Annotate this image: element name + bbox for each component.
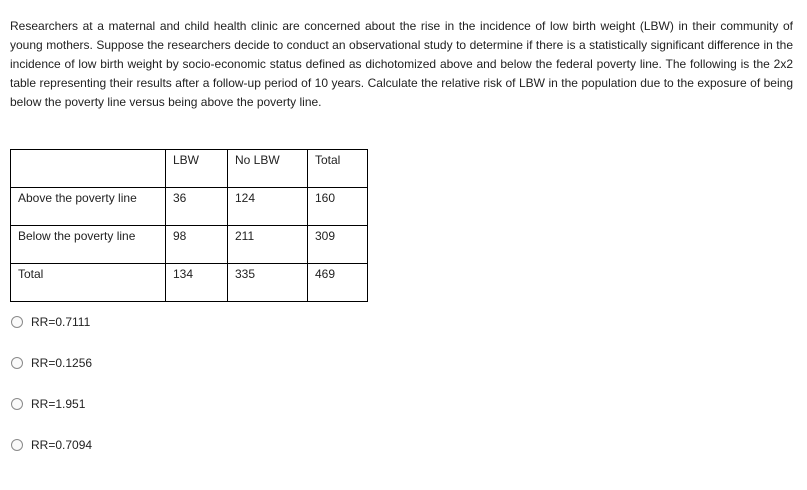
header-cell-empty	[11, 150, 166, 188]
question-text: Researchers at a maternal and child health clinic are concerned about the rise in the incidence of low birth weight (LBW) in their community of young mothers. Suppose the researchers decide to conduct an observational study to determine if there is a statistically significant difference in the incidence of low birth weight by socio-economic status defined as dichotomized above and below the federal poverty line. The following is the 2x2 table representing their results after a follow-up period of 10 years. Calculate the relative risk of LBW in the population due to the exposure of being below the poverty line versus being above the poverty line.	[10, 19, 793, 109]
table-row	[11, 264, 368, 302]
row-label: Above the poverty line	[11, 188, 166, 226]
table-cell: 124	[228, 188, 308, 226]
option-label: RR=0.7094	[31, 438, 93, 452]
answer-option-1[interactable]	[11, 314, 90, 330]
option-label: RR=0.7111	[31, 315, 91, 329]
option-label: RR=0.1256	[31, 356, 93, 370]
table-cell: 335	[228, 264, 308, 302]
header-cell-lbw: LBW	[166, 150, 228, 188]
answer-option-3[interactable]	[11, 396, 85, 412]
row-label: Total	[11, 264, 166, 302]
table-cell: 309	[308, 226, 368, 264]
answer-option-2[interactable]	[11, 355, 92, 371]
radio-button-icon[interactable]	[11, 398, 23, 410]
header-cell-no-lbw: No LBW	[228, 150, 308, 188]
answer-option-4[interactable]	[11, 437, 92, 453]
table-cell: 160	[308, 188, 368, 226]
radio-button-icon[interactable]	[11, 439, 23, 451]
table-cell: 36	[166, 188, 228, 226]
table-cell: 211	[228, 226, 308, 264]
header-cell-total: Total	[308, 150, 368, 188]
radio-button-icon[interactable]	[11, 357, 23, 369]
table-header-row	[11, 150, 368, 188]
table-cell: 469	[308, 264, 368, 302]
table-row	[11, 188, 368, 226]
row-label: Below the poverty line	[11, 226, 166, 264]
table-cell: 134	[166, 264, 228, 302]
contingency-table	[10, 149, 368, 302]
option-label: RR=1.951	[31, 397, 86, 411]
table-row	[11, 226, 368, 264]
radio-button-icon[interactable]	[11, 316, 23, 328]
table-cell: 98	[166, 226, 228, 264]
